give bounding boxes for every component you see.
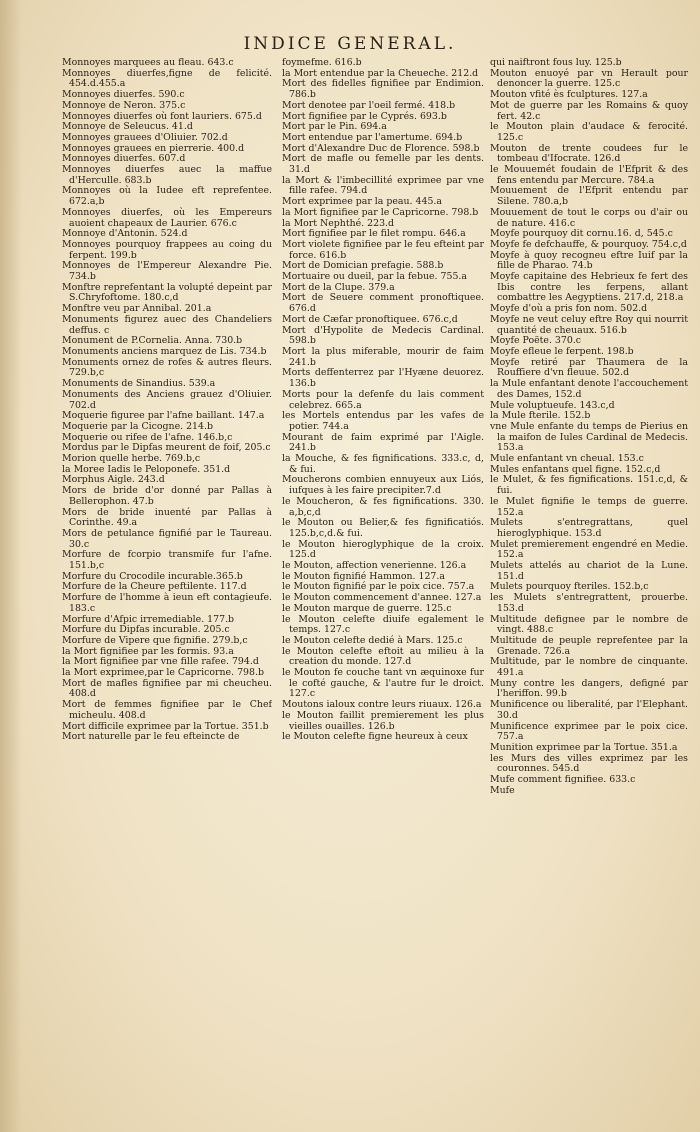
index-entry: Morts pour la defenfe du lais comment celebrez. 665.a [282, 388, 484, 411]
index-entry: les Mortels entendus par les vafes de potier. 744.a [282, 410, 484, 432]
index-entry: Monument de P.Cornelia. Anna. 730.b [62, 335, 243, 347]
index-entry: Monnoyes diuerfes, où les Empereurs auoient chapeaux de Laurier. 676.c [62, 206, 272, 229]
index-entry: Monftre veu par Annibal. 201.a [62, 303, 212, 315]
index-entry: Moyfe ne veut celuy eftre Roy qui nourrit quantité de cheuaux. 516.b [490, 313, 688, 336]
index-entry: Morfure de la Cheure peftilente. 117.d [62, 581, 247, 593]
index-entry: Munificence exprimee par le poix cice. 757.a [490, 720, 688, 743]
index-entry: Mors de petulance fignifié par le Taureau. 30.c [62, 527, 272, 550]
index-entry: Moyfe à quoy recogneu eftre Iuif par la fille de Pharao. 74.b [490, 249, 688, 272]
index-entry: le Mulet, & fes fignifications. 151.c,d, & fui. [490, 474, 688, 497]
index-entry: Monnoyes pourquoy frappees au coing du ferpent. 199.b [62, 238, 272, 261]
index-entry: Monnoyes marquees au fleau. 643.c [62, 58, 234, 68]
index-entry: Mufe comment fignifiee. 633.c [490, 774, 636, 786]
index-entry: Mort d'Hypolite de Medecis Cardinal. 598.b [282, 324, 484, 347]
index-entry: Moyfe retiré par Thaumera de la Rouffiere d'vn fleuue. 502.d [490, 356, 688, 379]
index-entry: Mort fignifiee par le Cyprés. 693.b [282, 110, 447, 122]
index-entry: Mulets s'entregrattans, quel hieroglyphique. 153.d [490, 517, 688, 539]
index-entry: Mort de mafles fignifiee par mi cheucheu. 408.d [62, 677, 272, 700]
index-entry: le Mouuemét foudain de l'Efprit & des fens entendu par Mercure. 784.a [490, 164, 688, 186]
index-entry: Monnoyes diuerfes auec la maffue d'Herculle. 683.b [62, 164, 272, 186]
index-entry: Monnoyes grauees d'Oliuier. 702.d [62, 131, 228, 143]
index-entry: Mouton enuoyé par vn Herault pour denoncer la guerre. 125.c [490, 67, 688, 90]
index-entry: Multitude de peuple reprefentee par la Grenade. 726.a [490, 634, 688, 657]
index-column-2 [282, 58, 484, 1102]
index-entry: le Mouton ou Belier,& fes fignificatiós. 125.b,c,d.& fui. [282, 517, 484, 539]
index-entry: Mort difficile exprimee par la Tortue. 351.b [62, 720, 269, 732]
index-entry: Mort de femmes fignifiee par le Chef micheulu. 408.d [62, 699, 272, 721]
index-entry: Mort d'Alexandre Duc de Florence. 598.b [282, 142, 480, 154]
index-entry: la Moree Iadis le Peloponefe. 351.d [62, 463, 231, 475]
index-entry: le Mouton commencement d'annee. 127.a [282, 592, 482, 604]
index-entry: Morphus Aigle. 243.d [62, 474, 165, 486]
index-entry: Mort des fidelles fignifiee par Endimion. 786.b [282, 78, 484, 101]
index-entry: Moyfe fe defchauffe, & pourquoy. 754.c,d [490, 238, 687, 250]
index-entry: le Mouton faillit premierement les plus vieilles ouailles. 126.b [282, 709, 484, 732]
index-entry: Morfure de fcorpio transmife fur l'afne. 151.b,c [62, 549, 272, 572]
index-entry: Mule voluptueufe. 143.c,d [490, 399, 615, 411]
index-entry: Mourant de faim exprimé par l'Aigle. 241.b [282, 431, 484, 454]
index-column-1 [62, 58, 272, 1102]
index-entry: Monnoye de Seleucus. 41.d [62, 121, 193, 133]
index-entry: la Mort exprimee,par le Capricorne. 798.b [62, 667, 264, 679]
index-entry: Morion quelle herbe. 769.b,c [62, 453, 201, 465]
index-entry: Mouuement de tout le corps ou d'air ou de nature. 416.c [490, 206, 688, 229]
index-entry: Mort violete fignifiee par le feu efteint par force. 616.b [282, 238, 484, 261]
index-entry: la Mort fignifiee par le Capricorne. 798.b [282, 206, 479, 218]
index-entry: Moyfe Poëte. 370.c [490, 335, 582, 347]
index-entry: Moyfe pourquoy dit cornu.16. d, 545.c [490, 228, 673, 240]
index-entry: Mort denotee par l'oeil fermé. 418.b [282, 99, 456, 111]
index-entry: Mulet premierement engendré en Medie. 152.a [490, 538, 688, 561]
index-entry: Mort entendue par l'amertume. 694.b [282, 131, 463, 143]
index-entry: la Mule enfantant denote l'accouchement des Dames, 152.d [490, 378, 688, 400]
index-entry: Mordus par le Dipfas meurent de foif, 205.c [62, 442, 271, 454]
index-entry: Monuments figurez auec des Chandeliers deffus. c [62, 313, 272, 336]
index-entry: le Moucheron, & fes fignifications. 330. a,b,c,d [282, 495, 484, 518]
index-entry: Mulets attelés au chariot de la Lune. 151.d [490, 560, 688, 582]
index-entry: Monnoye de Neron. 375.c [62, 99, 186, 111]
index-entry: Moutons ialoux contre leurs riuaux. 126.a [282, 699, 482, 711]
index-entry: Mort la plus miferable, mourir de faim 241.b [282, 345, 484, 368]
index-entry: la Mort fignifiee par les formis. 93.a [62, 645, 234, 657]
index-entry: Mort de la Clupe. 379.a [282, 281, 395, 293]
index-entry: Moyfe efleue le ferpent. 198.b [490, 345, 634, 357]
index-entry: Moyfe capitaine des Hebrieux fe fert des Ibis contre les ferpens, allant combattre les Aegyptiens. 217.d, 218.a [490, 271, 688, 304]
index-entry: Mortuaire ou dueil, par la febue. 755.a [282, 271, 467, 283]
index-entry: la Mort fignifiee par vne fille rafee. 794.d [62, 656, 259, 668]
index-entry: Monnoyes de l'Empereur Alexandre Pie. 734.b [62, 260, 272, 283]
index-entry: Mot de guerre par les Romains & quoy fert. 42.c [490, 99, 688, 122]
index-entry: le Mouton celefte figne heureux à ceux [282, 731, 468, 743]
index-entry: qui naiftront fous luy. 125.b [490, 58, 622, 68]
index-entry: Mort de Seuere comment pronoftiquee. 676.d [282, 292, 484, 315]
index-entry: Monnoyes où la Iudee eft reprefentee. 672.a,b [62, 185, 272, 208]
index-entry: le Mouton, affection venerienne. 126.a [282, 560, 467, 572]
index-entry: Munition exprimee par la Tortue. 351.a [490, 742, 678, 753]
index-entry: Mort exprimee par la peau. 445.a [282, 196, 442, 208]
index-entry: la Mule fterile. 152.b [490, 410, 591, 422]
index-entry: Morfure d'Afpic irremediable. 177.b [62, 613, 235, 625]
index-entry: Multitude, par le nombre de cinquante. 491.a [490, 656, 688, 679]
index-entry: Morfure de Vipere que fignifie. 279.b,c [62, 634, 248, 646]
index-entry: Monuments ornez de rofes & autres fleurs. 729.b,c [62, 356, 272, 379]
index-entry: foymefme. 616.b [282, 58, 362, 68]
index-entry: Monuments anciens marquez de Lis. 734.b [62, 345, 267, 357]
index-entry: vne Mule enfante du temps de Pierius en la maifon de Iules Cardinal de Medecis. 153.a [490, 420, 688, 454]
index-entry: Mors de bride inuenté par Pallas à Corinthe. 49.a [62, 506, 272, 529]
index-entry: Munificence ou liberalité, par l'Elephant. 30.d [490, 699, 688, 721]
index-entry: Moquerie figuree par l'afne baillant. 147.a [62, 410, 265, 422]
index-entry: Mort fignifiee par le filet rompu. 646.a [282, 228, 466, 240]
index-entry: Morfure du Crocodile incurable.365.b [62, 570, 243, 582]
index-entry: Mort par le Pin. 694.a [282, 121, 387, 133]
index-entry: Mort de Domician prefagie. 588.b [282, 260, 444, 272]
index-entry: le Mouton hieroglyphique de la croix. 125.d [282, 538, 484, 561]
index-entry: le Mouton celefte eftoit au milieu à la creation du monde. 127.d [282, 645, 484, 668]
index-entry: Mouton vfité ès fculptures. 127.a [490, 89, 648, 101]
index-entry: le Mouton fe couche tant vn æquinoxe fur le cofté gauche, & l'autre fur le droict. 127.c [282, 667, 484, 700]
index-entry: Morfure du Dipfas incurable. 205.c [62, 624, 230, 636]
index-entry: les Murs des villes exprimez par les couronnes. 545.d [490, 752, 688, 775]
index-entry: Mort de Cæfar pronoftiquee. 676.c,d [282, 313, 458, 325]
index-entry: Mules enfantans quel figne. 152.c,d [490, 463, 661, 475]
index-entry: Mouuement de l'Efprit entendu par Silene. 780.a,b [490, 185, 688, 208]
index-entry: Morts deffenterrez par l'Hyæne deuorez. 136.b [282, 367, 484, 390]
index-entry: le Mouton celefte dedié à Mars. 125.c [282, 634, 463, 646]
index-entry: les Mulets s'entregrattent, prouerbe. 153.d [490, 592, 688, 614]
page-gutter-shadow [0, 0, 22, 1132]
index-entry: le Mouton marque de guerre. 125.c [282, 602, 452, 614]
index-entry: Monnoye d'Antonin. 524.d [62, 228, 188, 240]
index-entry: Mort naturelle par le feu efteincte de [62, 731, 240, 743]
index-entry: Morfure de l'homme à ieun eft contagieufe. 183.c [62, 592, 272, 614]
index-entry: Multitude defignee par le nombre de vingt. 488.c [490, 613, 688, 636]
page-header: INDICE GENERAL. [243, 34, 457, 54]
index-entry: Mule enfantant vn cheual. 153.c [490, 453, 644, 465]
index-entry: Mufe [490, 784, 515, 796]
index-entry: Moucherons combien ennuyeux aux Liós, iufques à les faire precipiter.7.d [282, 474, 484, 497]
index-entry: Monftre reprefentant la volupté depeint par S.Chryfoftome. 180.c,d [62, 281, 272, 304]
index-entry: la Mort Nephthé. 223.d [282, 217, 395, 229]
index-entry: le Mouton celefte diuife egalement le temps. 127.c [282, 613, 484, 636]
index-entry: Moquerie par la Cicogne. 214.b [62, 420, 213, 432]
index-entry: le Mouton fignifié Hammon. 127.a [282, 570, 445, 582]
index-entry: la Mort & l'imbecillité exprimee par vne fille rafee. 794.d [282, 174, 484, 197]
index-entry: Muny contre les dangers, defigné par l'heriffon. 99.b [490, 677, 688, 700]
index-entry: Mors de bride d'or donné par Pallas à Bellerophon. 47.b [62, 485, 272, 507]
index-entry: Monuments de Sinandius. 539.a [62, 378, 216, 390]
index-entry: Mouton de trente coudees fur le tombeau d'Ifocrate. 126.d [490, 142, 688, 165]
index-entry: Monnoyes diuerfes. 590.c [62, 89, 185, 101]
index-entry: le Mouton plain d'audace & ferocité. 125.c [490, 121, 688, 143]
index-entry: Monuments des Anciens grauez d'Oliuier. 702.d [62, 388, 272, 411]
index-entry: la Mouche, & fes fignifications. 333.c, d, & fui. [282, 453, 484, 475]
index-entry: Moyfe d'où a pris fon nom. 502.d [490, 303, 648, 315]
index-entry: Moquerie ou rifee de l'afne. 146.b,c [62, 431, 233, 443]
index-entry: Monnoyes diuerfes où font lauriers. 675.d [62, 110, 262, 122]
index-entry: Monnoyes diuerfes,figne de felicité. 454.d.455.a [62, 67, 272, 90]
index-entry: le Mouton fignifié par le poix cice. 757.a [282, 581, 475, 593]
index-entry: Mort de mafle ou femelle par les dents. 31.d [282, 153, 484, 176]
index-entry: la Mort entendue par la Cheueche. 212.d [282, 67, 479, 79]
index-entry: Monnoyes diuerfes. 607.d [62, 153, 186, 165]
index-entry: le Mulet fignifie le temps de guerre. 152.a [490, 495, 688, 518]
index-entry: Mulets pourquoy fteriles. 152.b,c [490, 581, 649, 593]
index-entry: Monnoyes grauees en pierrerie. 400.d [62, 142, 245, 154]
index-column-3 [490, 58, 688, 1102]
